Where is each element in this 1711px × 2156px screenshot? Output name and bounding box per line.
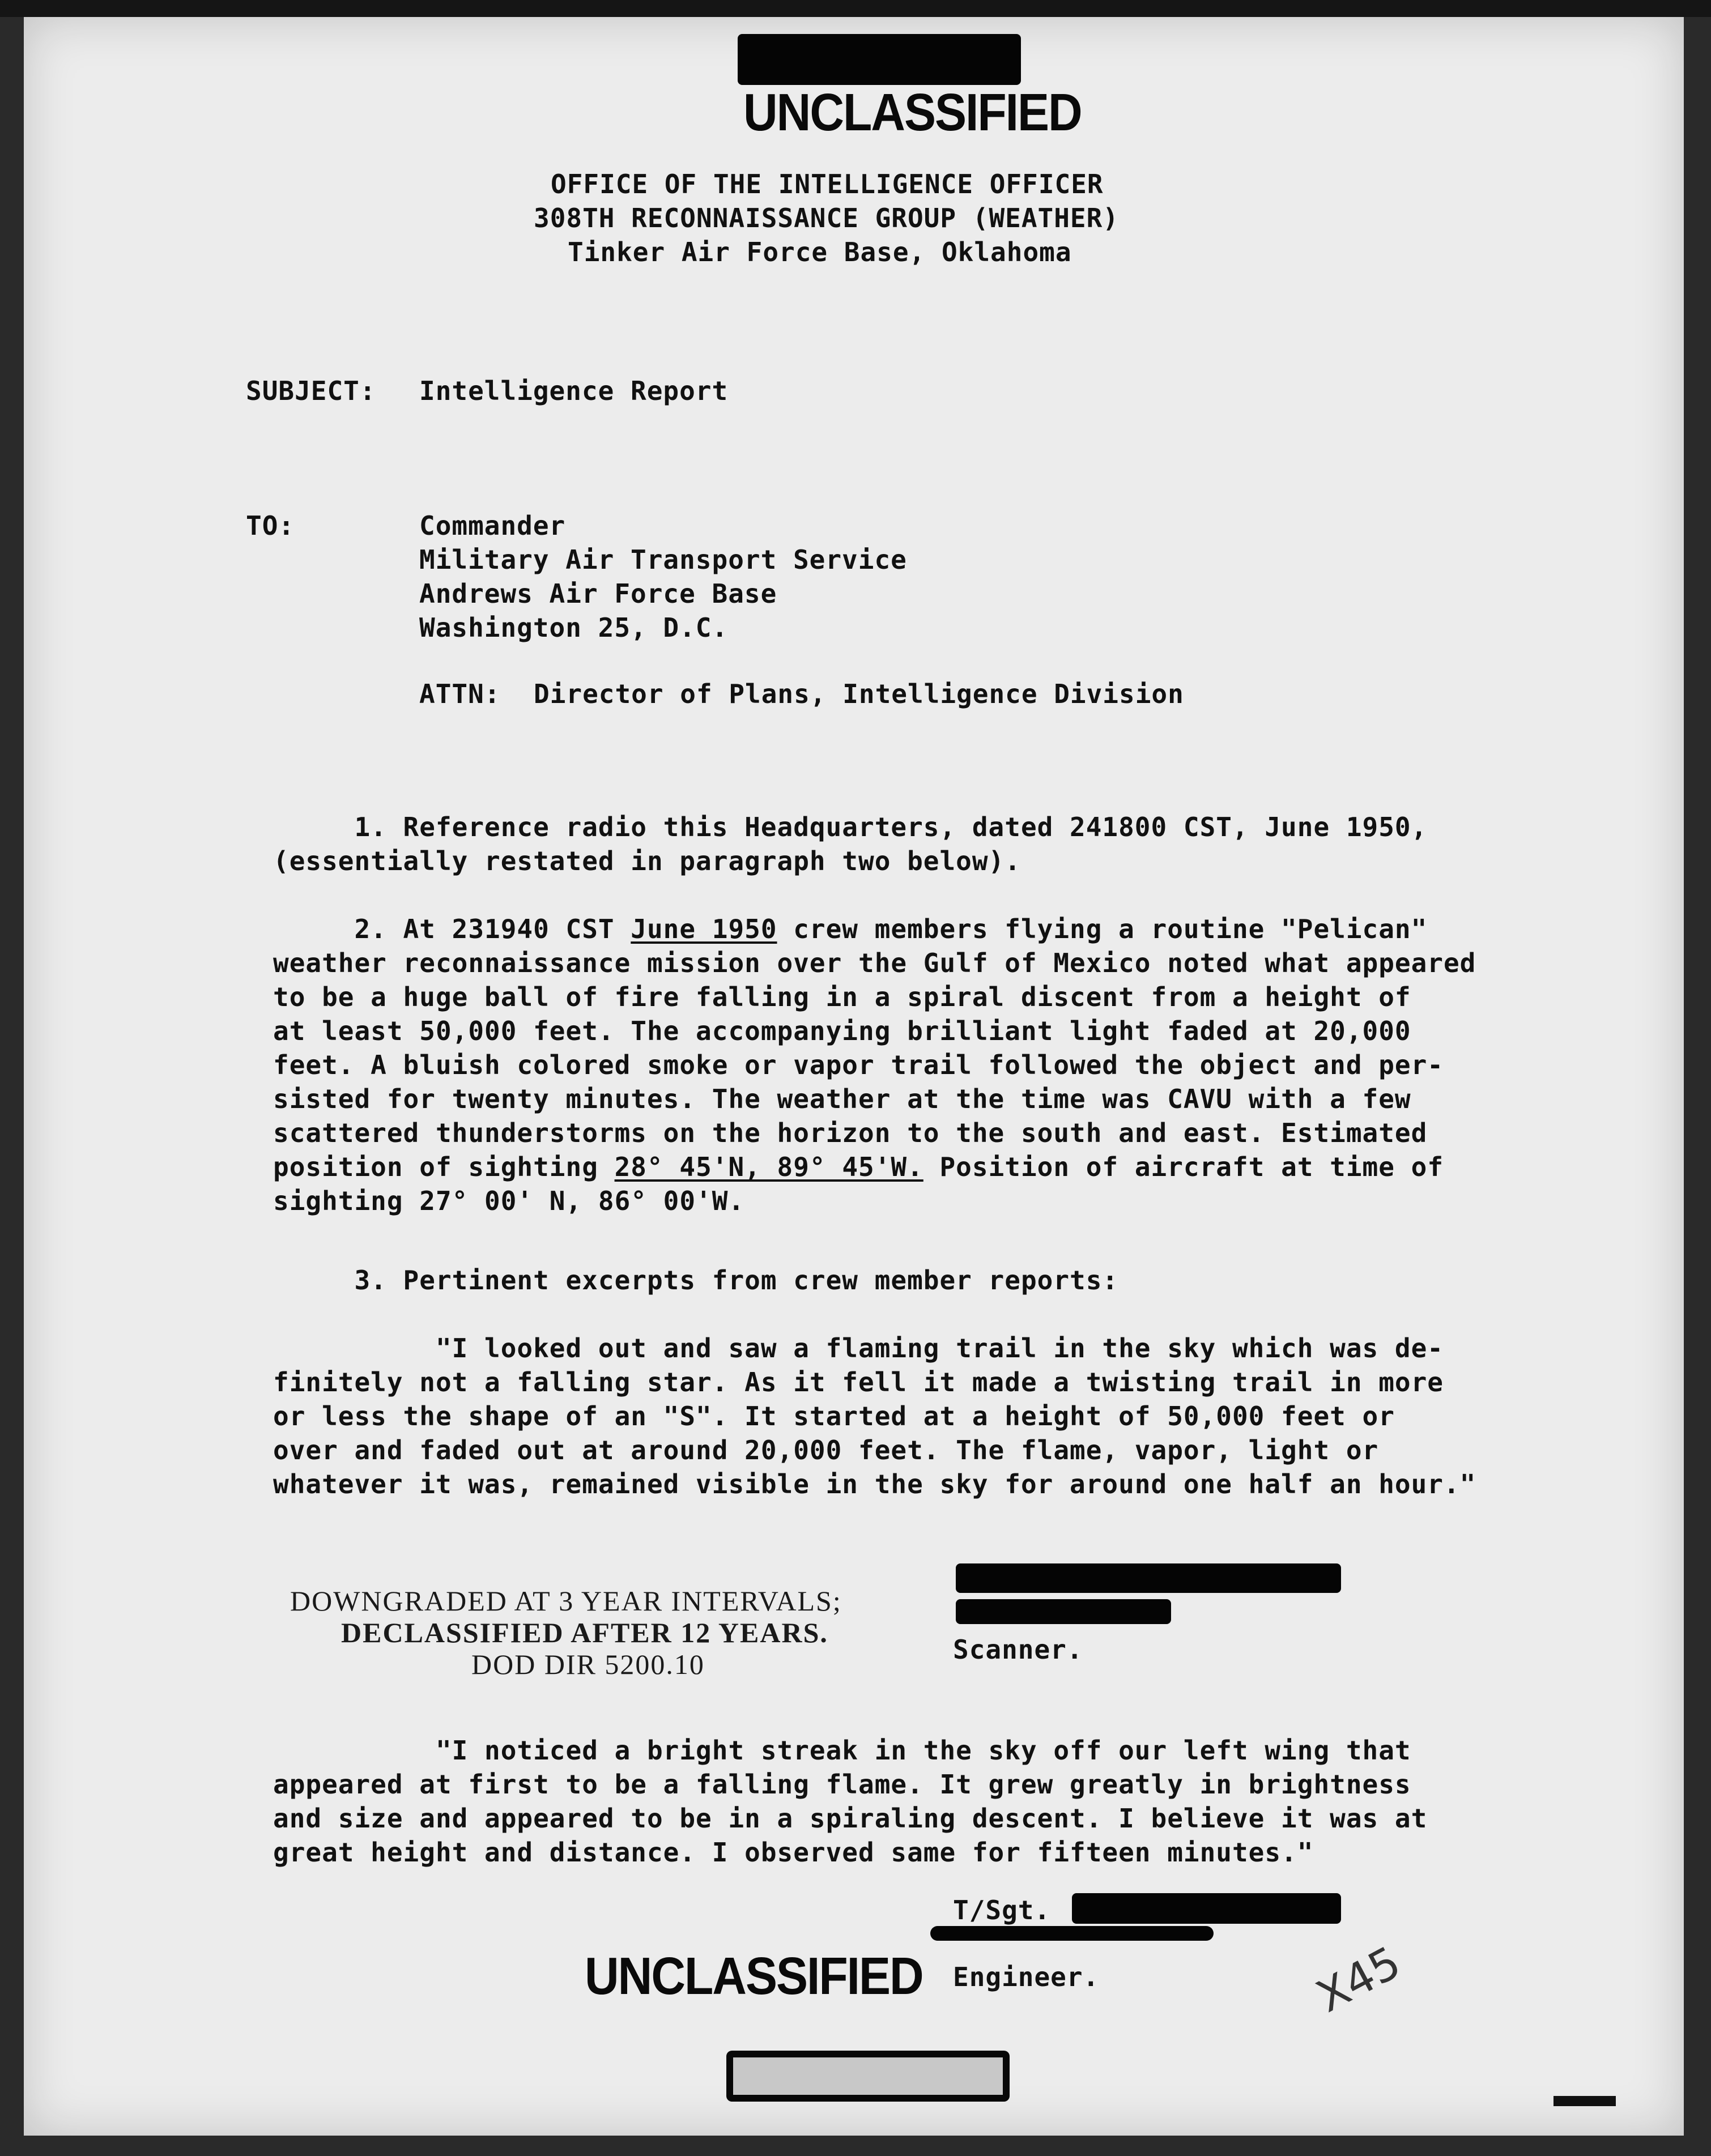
- p2-position-underlined: 28° 45'N, 89° 45'W.: [614, 1152, 923, 1182]
- to-line-2: Military Air Transport Service: [419, 544, 907, 575]
- paragraph-2-line: sighting 27° 00' N, 86° 00'W.: [273, 1186, 745, 1216]
- corner-mark: [1553, 2096, 1616, 2106]
- paragraph-2-line: [273, 1150, 1576, 1184]
- signature-2-rank: T/Sgt.: [953, 1895, 1051, 1925]
- p2-date-underlined: June 1950: [631, 914, 777, 944]
- letterhead-line-2: 308TH RECONNAISSANCE GROUP (WEATHER): [534, 203, 1119, 233]
- downgrade-line-2: DECLASSIFIED AFTER 12 YEARS.: [341, 1617, 828, 1648]
- bottom-stamp-redaction: [726, 2051, 1010, 2102]
- attn-label: ATTN:: [419, 679, 501, 709]
- paragraph-3-line: 3. Pertinent excerpts from crew member reports:: [273, 1265, 1119, 1296]
- subject-label: SUBJECT:: [246, 376, 376, 406]
- p2-text: 2. At 231940 CST: [273, 914, 631, 944]
- quote-2-line: and size and appeared to be in a spiraling descent. I believe it was at: [273, 1803, 1428, 1834]
- quote-1-line: or less the shape of an "S". It started at a height of 50,000 feet or: [273, 1401, 1395, 1431]
- scan-top-edge: [0, 0, 1711, 17]
- paragraph-2-line: [273, 912, 1576, 946]
- paragraph-1-line: (essentially restated in paragraph two below).: [273, 846, 1021, 876]
- quote-1: [273, 1331, 1576, 1501]
- p2-text: position of sighting: [273, 1152, 615, 1182]
- top-stamp-redaction: [738, 34, 1021, 85]
- quote-1-line: over and faded out at around 20,000 feet. The flame, vapor, light or: [273, 1435, 1379, 1465]
- paragraph-3: [273, 1263, 1576, 1297]
- classification-stamp-bottom: UNCLASSIFIED: [585, 1946, 923, 2005]
- to-line-3: Andrews Air Force Base: [419, 578, 777, 609]
- attn-text: Director of Plans, Intelligence Division: [534, 679, 1184, 709]
- quote-2: [273, 1733, 1576, 1869]
- to-line-1: Commander: [419, 510, 566, 541]
- paragraph-1-line: 1. Reference radio this Headquarters, dated 241800 CST, June 1950,: [273, 812, 1428, 842]
- paragraph-2-line: weather reconnaissance mission over the Gulf of Mexico noted what appeared: [273, 948, 1476, 978]
- letterhead-line-3: Tinker Air Force Base, Oklahoma: [568, 237, 1072, 267]
- paragraph-2-line: at least 50,000 feet. The accompanying brilliant light faded at 20,000: [273, 1016, 1411, 1046]
- signature-1-redaction-b: [956, 1599, 1171, 1624]
- signature-2-title: Engineer.: [953, 1962, 1100, 1992]
- p2-text: Position of aircraft at time of: [923, 1152, 1444, 1182]
- paragraph-2-line: scattered thunderstorms on the horizon to the south and east. Estimated: [273, 1118, 1428, 1148]
- to-line-4: Washington 25, D.C.: [419, 612, 729, 643]
- subject-text: Intelligence Report: [419, 376, 729, 406]
- signature-2-redaction: [1072, 1893, 1341, 1924]
- quote-1-line: "I looked out and saw a flaming trail in the sky which was de-: [273, 1333, 1444, 1364]
- quote-2-line: "I noticed a bright streak in the sky off our left wing that: [273, 1735, 1411, 1766]
- paragraph-2-line: feet. A bluish colored smoke or vapor trail followed the object and per-: [273, 1050, 1444, 1080]
- handwritten-margin-note: X45: [1308, 1937, 1409, 2023]
- quote-1-line: finitely not a falling star. As it fell it made a twisting trail in more: [273, 1367, 1444, 1397]
- document-page: [24, 17, 1684, 2136]
- signature-1-title: Scanner.: [953, 1634, 1083, 1665]
- to-label: TO:: [246, 510, 295, 541]
- quote-2-line: appeared at first to be a falling flame. It grew greatly in brightness: [273, 1769, 1411, 1800]
- paragraph-2: [273, 912, 1576, 1218]
- p2-text: crew members flying a routine "Pelican": [777, 914, 1428, 944]
- paragraph-2-line: sisted for twenty minutes. The weather at the time was CAVU with a few: [273, 1084, 1411, 1114]
- downgrade-line-1: DOWNGRADED AT 3 YEAR INTERVALS;: [290, 1585, 842, 1617]
- paragraph-2-line: to be a huge ball of fire falling in a spiral discent from a height of: [273, 982, 1411, 1012]
- quote-2-line: great height and distance. I observed same for fifteen minutes.": [273, 1837, 1314, 1868]
- downgrade-line-3: DOD DIR 5200.10: [471, 1648, 705, 1680]
- letterhead-line-1: OFFICE OF THE INTELLIGENCE OFFICER: [551, 169, 1104, 199]
- paragraph-1: [273, 810, 1576, 878]
- quote-1-line: whatever it was, remained visible in the sky for around one half an hour.": [273, 1469, 1476, 1499]
- signature-2-redaction-swash: [930, 1926, 1214, 1941]
- classification-stamp-top: UNCLASSIFIED: [743, 83, 1082, 142]
- signature-1-redaction-a: [956, 1563, 1341, 1593]
